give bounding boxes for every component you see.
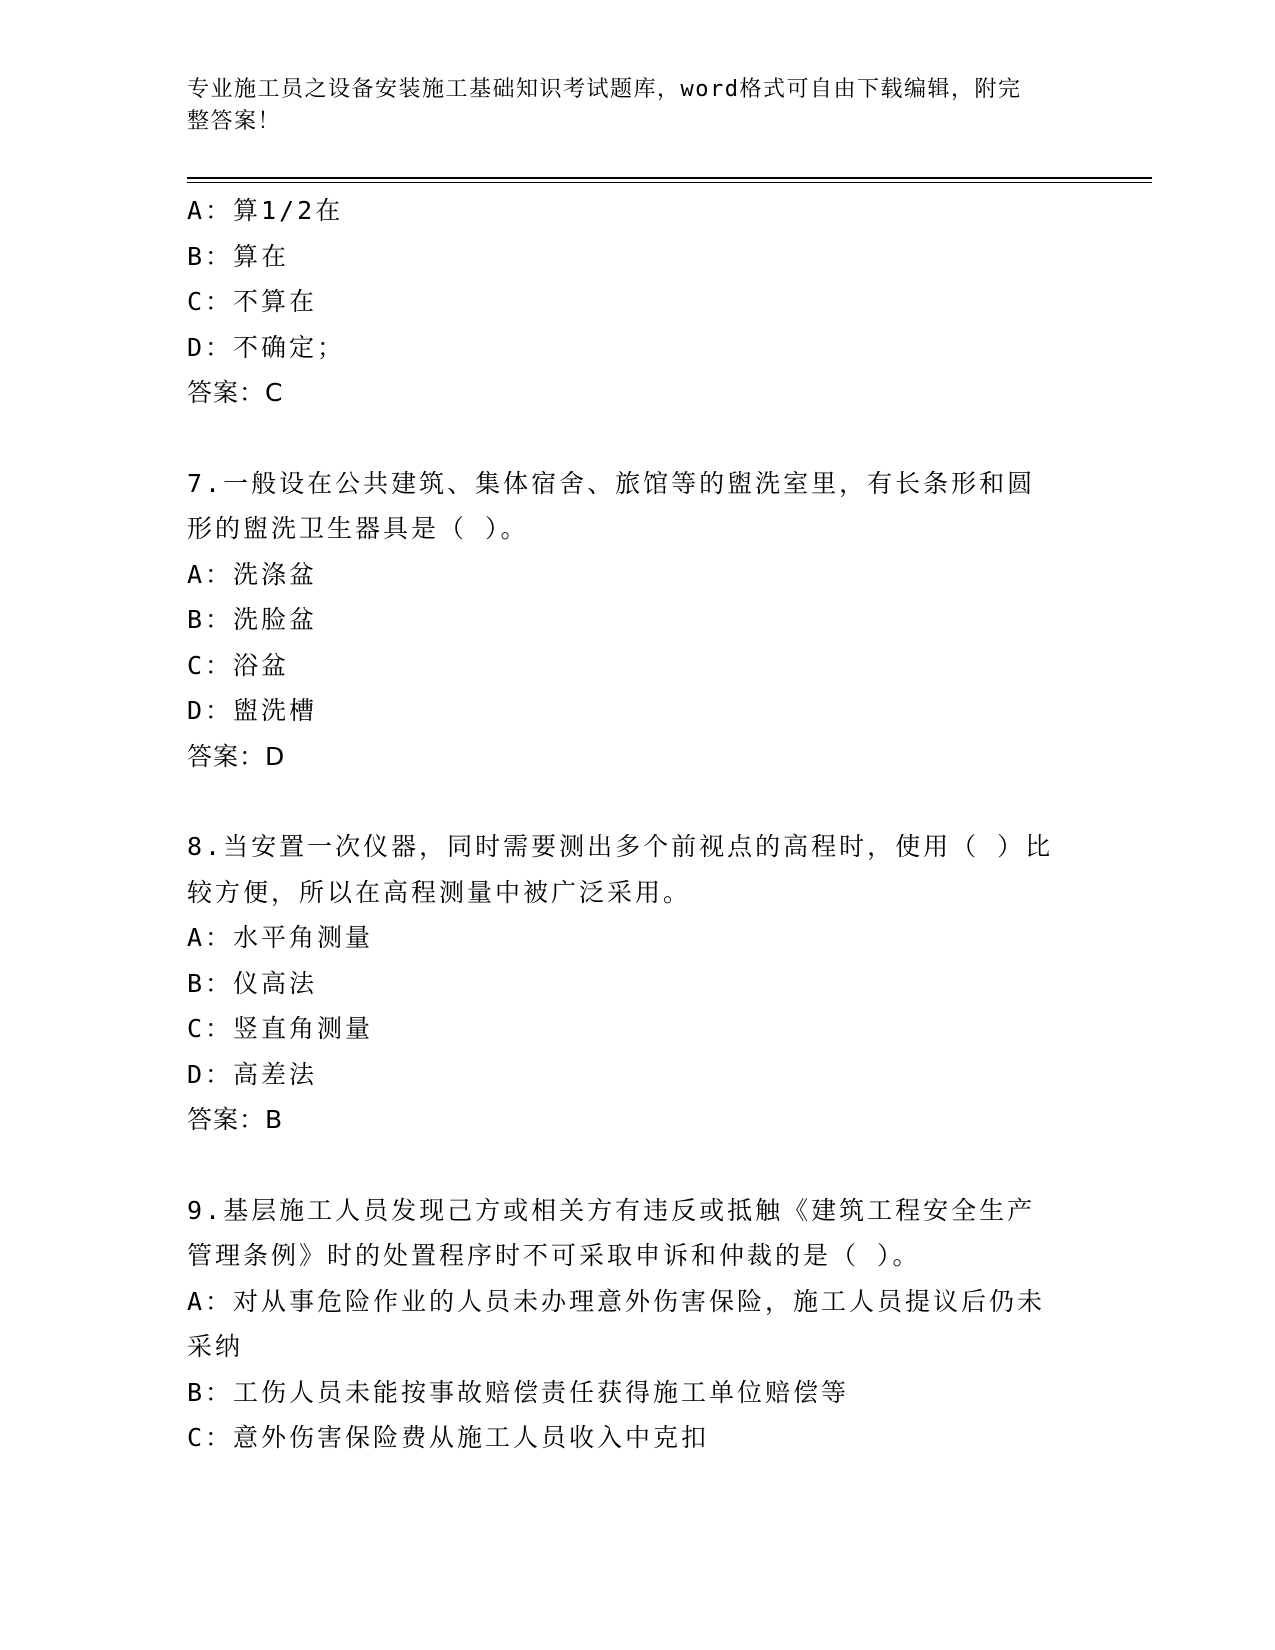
q7-option-d: D：盥洗槽 [187,696,318,725]
q8-stem-line-1: 8.当安置一次仪器，同时需要测出多个前视点的高程时，使用（ ）比 [187,832,1054,861]
q9-option-b: B：工伤人员未能按事故赔偿责任获得施工单位赔偿等 [187,1377,850,1407]
q7-answer: 答案：D [187,741,286,771]
q9-stem-line-1: 9.基层施工人员发现己方或相关方有违反或抵触《建筑工程安全生产 [187,1195,1036,1225]
q8-stem-line-2: 较方便，所以在高程测量中被广泛采用。 [187,877,692,907]
header-divider-thick [187,177,1152,179]
q9-option-a-line-1: A：对从事危险作业的人员未办理意外伤害保险，施工人员提议后仍未 [187,1286,1046,1316]
header-title-line-1: 专业施工员之设备安装施工基础知识考试题库，word格式可自由下载编辑，附完 [187,77,1022,102]
q9-stem-line-2: 管理条例》时的处置程序时不可采取申诉和仲裁的是（ ）。 [187,1241,921,1270]
q6-option-b: B：算在 [187,241,290,271]
q8-option-d: D：高差法 [187,1059,318,1089]
q7-option-c: C：浴盆 [187,650,290,680]
header-title-line-2: 整答案！ [187,109,282,134]
q8-option-c: C：竖直角测量 [187,1014,374,1043]
q7-option-a: A：洗涤盆 [187,559,318,589]
q7-stem-line-2: 形的盥洗卫生器具是（ ）。 [187,514,529,543]
question-list [187,188,1067,1461]
q8-option-b: B：仪高法 [187,968,318,998]
q9-option-a-line-2: 采纳 [187,1332,244,1361]
q7-option-b: B：洗脸盆 [187,605,318,634]
question-8 [187,824,1067,1143]
header-divider-thin [187,182,1152,183]
q6-answer: 答案：C [187,378,284,407]
q8-answer: 答案：B [187,1105,284,1134]
document-header [187,74,1067,138]
q7-stem-line-1: 7.一般设在公共建筑、集体宿舍、旅馆等的盥洗室里，有长条形和圆 [187,468,1036,498]
q6-option-c: C：不算在 [187,287,318,316]
q8-option-a: A：水平角测量 [187,923,374,952]
q9-option-c: C：意外伤害保险费从施工人员收入中克扣 [187,1423,710,1452]
q6-option-d: D：不确定； [187,332,346,362]
question-9 [187,1188,1067,1461]
q6-option-a: A：算1/2在 [187,196,344,225]
question-6 [187,188,1067,416]
question-7 [187,461,1067,780]
